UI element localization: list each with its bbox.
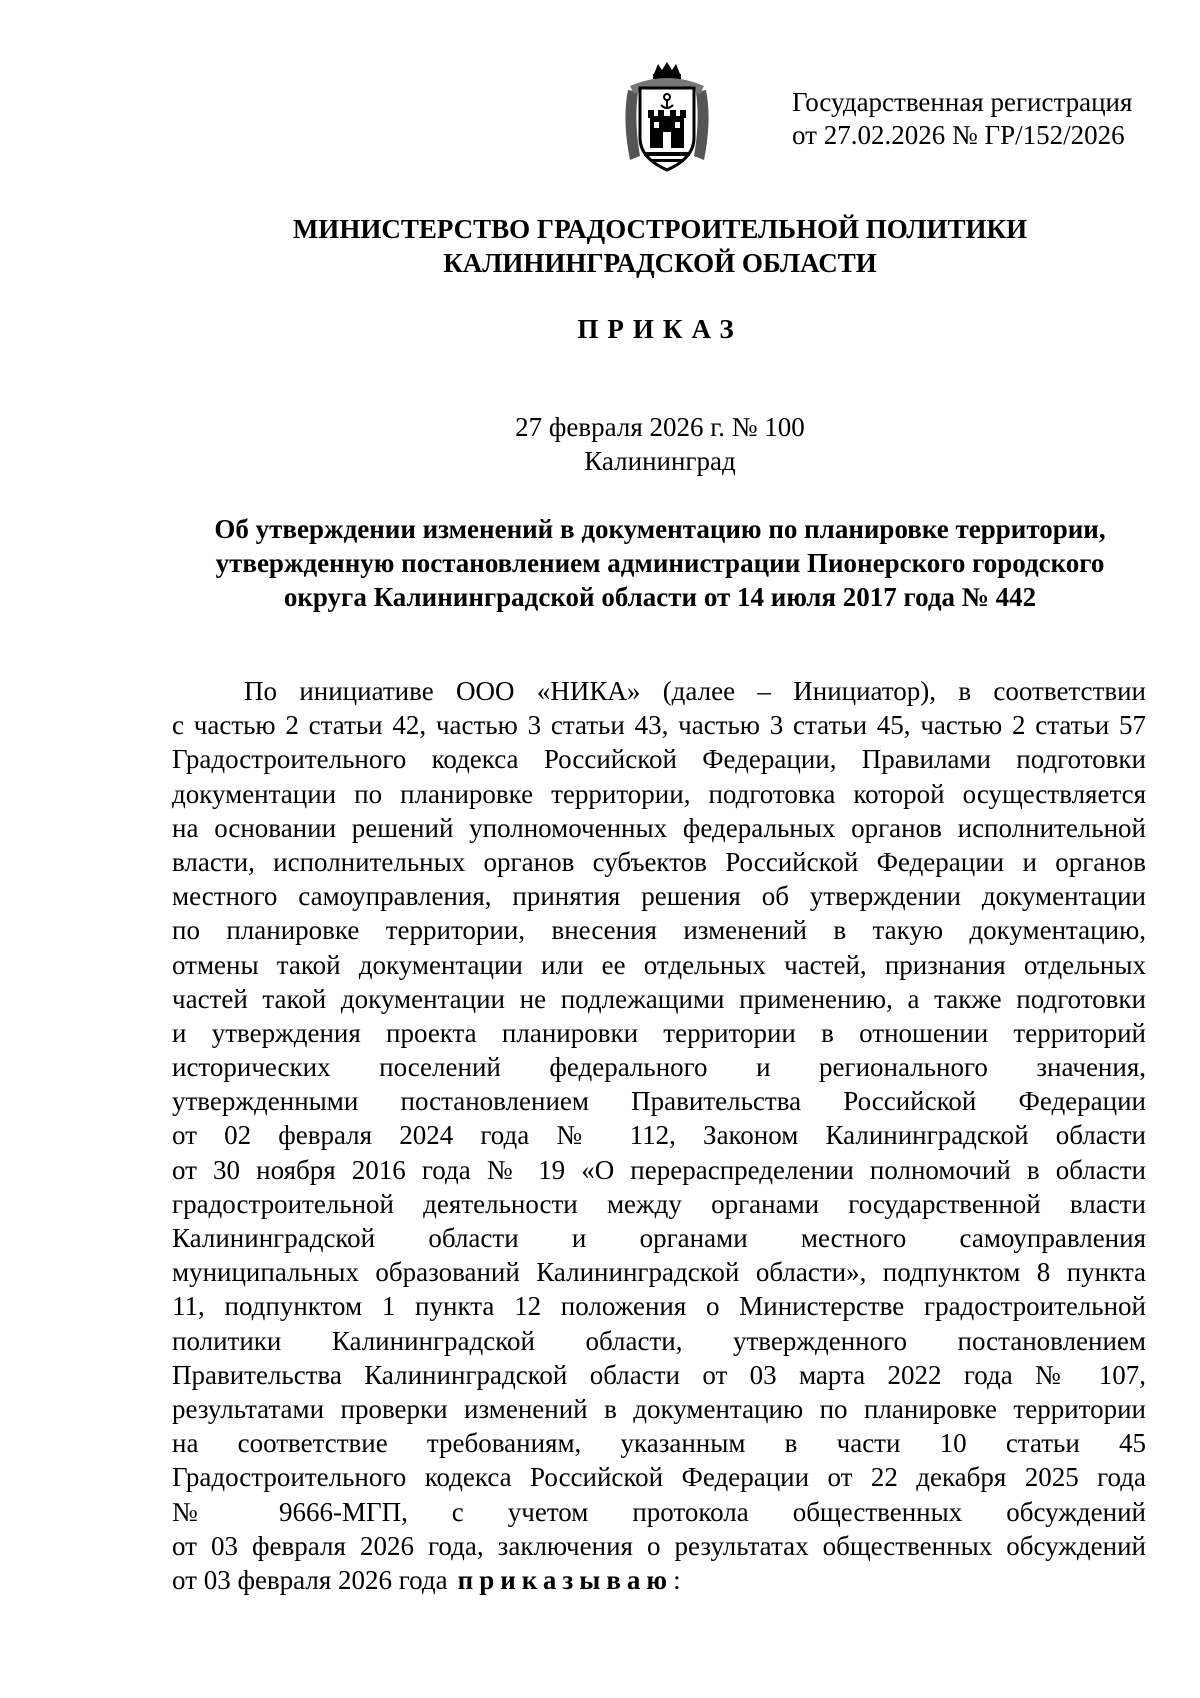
body-last-line [172, 1563, 1146, 1597]
body-line: с частью 2 статьи 42, частью 3 статьи 43, частью 3 статьи 45, частью 2 статьи 57 [172, 710, 1146, 741]
subject-line-3: округа Калининградской области от 14 июля 2017 года № 442 [283, 582, 1037, 612]
body-line: градостроительной деятельности между органами государственной власти [172, 1188, 1146, 1219]
body-line: на основании решений уполномоченных федеральных органов исполнительной [172, 812, 1146, 843]
order-directive-colon: : [673, 1564, 681, 1595]
ministry-name [0, 212, 1200, 280]
document-place: Калининград [584, 446, 736, 476]
registration-stamp [792, 86, 1132, 152]
registration-number: от 27.02.2026 № ГР/152/2026 [792, 120, 1125, 150]
body-line: Калининградской области и органами местного самоуправления [172, 1223, 1146, 1253]
body-line: от 30 ноября 2016 года № 19 «О перераспределении полномочий в области [172, 1154, 1146, 1185]
body-line: результатами проверки изменений в документацию по планировке территории [172, 1393, 1146, 1424]
body-last-line-text: от 03 февраля 2026 года [172, 1564, 448, 1595]
document-subject [0, 512, 1200, 614]
document-date-number: 27 февраля 2026 г. № 100 [515, 412, 805, 442]
body-line: муниципальных образований Калининградской области», подпунктом 8 пункта [172, 1257, 1146, 1288]
body-line: на соответствие требованиям, указанным в части 10 статьи 45 [172, 1428, 1146, 1459]
body-line: утвержденными постановлением Правительства Российской Федерации [172, 1086, 1146, 1117]
ministry-name-line-1: МИНИСТЕРСТВО ГРАДОСТРОИТЕЛЬНОЙ ПОЛИТИКИ [292, 214, 1028, 244]
body-line: политики Калининградской области, утвержденного постановлением [172, 1325, 1146, 1356]
document-type-title: ПРИКАЗ [577, 314, 743, 344]
registration-label: Государственная регистрация [792, 87, 1133, 117]
body-line: Правительства Калининградской области от 03 марта 2022 года № 107, [172, 1359, 1146, 1390]
body-line: по планировке территории, внесения изменений в такую документацию, [172, 915, 1146, 946]
body-line: частей такой документации не подлежащими применению, а также подготовки [172, 983, 1146, 1014]
body-line: 11, подпунктом 1 пункта 12 положения о Министерстве градостроительной [172, 1291, 1146, 1322]
subject-line-2: утвержденную постановлением администрации Пионерского городского [215, 548, 1105, 578]
body-line: от 02 февраля 2024 года № 112, Законом Калининградской области [172, 1120, 1146, 1151]
body-line: власти, исполнительных органов субъектов Российской Федерации и органов [172, 846, 1146, 877]
ministry-name-line-2: КАЛИНИНГРАДСКОЙ ОБЛАСТИ [443, 248, 877, 278]
document-date-place [0, 410, 1200, 478]
order-directive: приказываю [457, 1564, 674, 1595]
body-line: По инициативе ООО «НИКА» (далее – Инициатор), в соответствии [244, 676, 1146, 706]
body-line: № 9666-МГП, с учетом протокола общественных обсуждений [172, 1496, 1146, 1527]
body-line: от 03 февраля 2026 года, заключения о результатах общественных обсуждений [172, 1530, 1146, 1561]
body-line: документации по планировке территории, подготовка которой осуществляется [172, 778, 1146, 809]
body-line: Градостроительного кодекса Российской Федерации от 22 декабря 2025 года [172, 1462, 1146, 1493]
body-line: и утверждения проекта планировки территории в отношении территорий [172, 1017, 1146, 1048]
body-line: местного самоуправления, принятия решения об утверждении документации [172, 881, 1146, 912]
body-line: исторических поселений федерального и регионального значения, [172, 1052, 1146, 1083]
body-line: отмены такой документации или ее отдельных частей, признания отдельных [172, 949, 1146, 980]
subject-line-1: Об утверждении изменений в документацию по планировке территории, [214, 514, 1106, 544]
body-line: Градостроительного кодекса Российской Федерации, Правилами подготовки [172, 744, 1146, 775]
coat-of-arms-emblem [620, 60, 714, 176]
preamble-paragraph [172, 674, 1146, 1597]
